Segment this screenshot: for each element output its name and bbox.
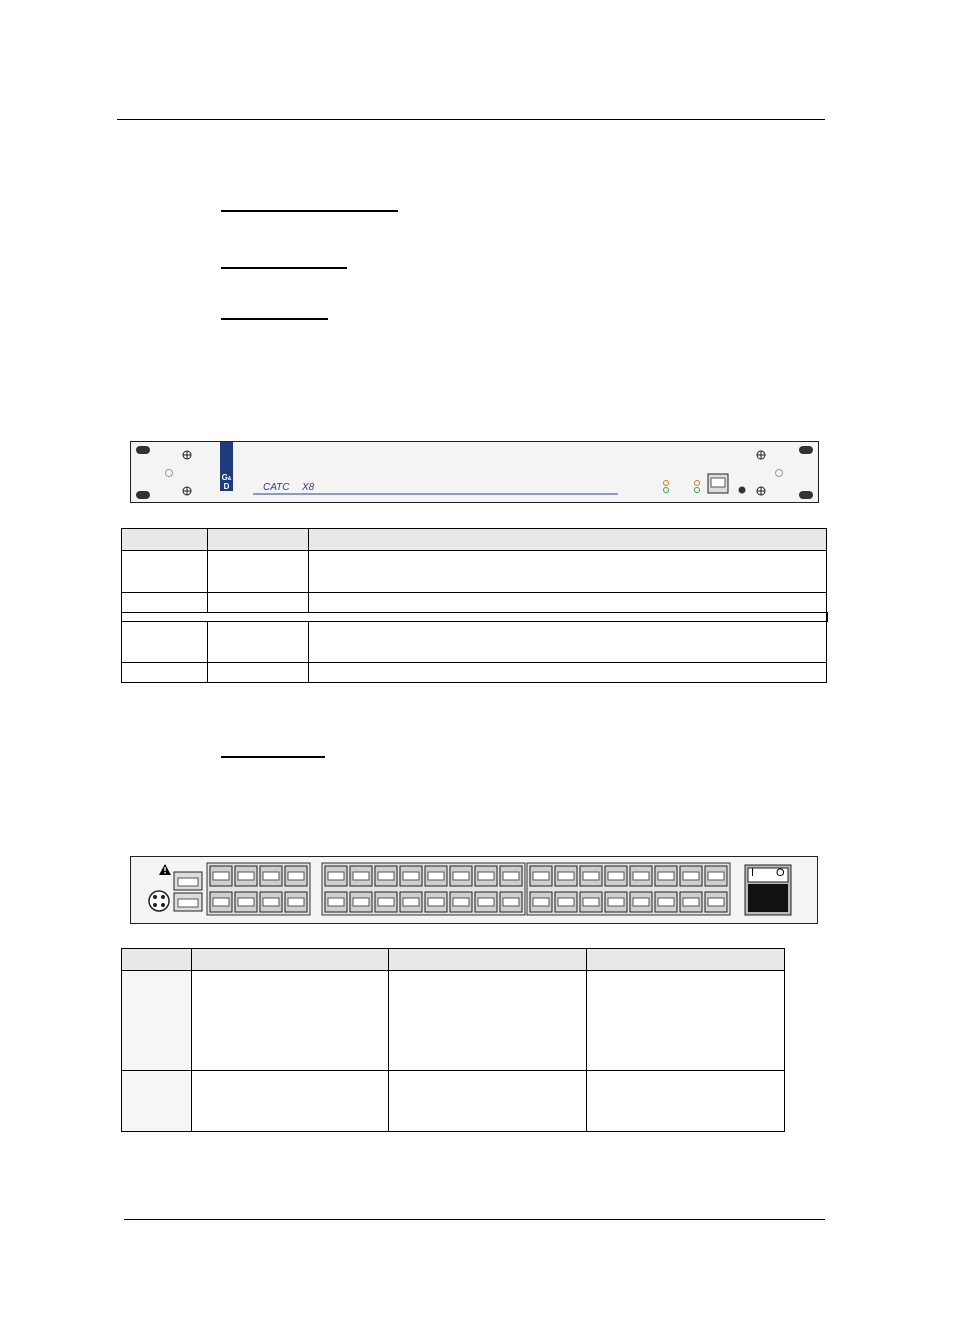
- rj45-port-socket: [328, 898, 344, 906]
- table-header-cell: [389, 949, 587, 971]
- rj45-port-socket: [428, 872, 444, 880]
- rj45-port-socket: [263, 898, 279, 906]
- table-cell: [122, 551, 208, 593]
- table-cell: [208, 593, 309, 613]
- model-name: CATC: [263, 482, 290, 493]
- table-cell: [208, 663, 309, 683]
- table-row: [122, 971, 785, 1071]
- rj45-port-socket: [503, 898, 519, 906]
- table-cell: [122, 622, 208, 663]
- rj45-port-socket: [558, 872, 574, 880]
- rj45-port-socket: [683, 872, 699, 880]
- table-header-cell: [122, 949, 192, 971]
- table-header-row: [122, 529, 827, 551]
- table-cell: [208, 622, 309, 663]
- rj45-port-socket: [213, 872, 229, 880]
- rj45-port-socket: [428, 898, 444, 906]
- rj45-port-socket: [658, 898, 674, 906]
- table-cell: [309, 551, 827, 593]
- rj45-port-socket: [533, 872, 549, 880]
- table-header-cell: [208, 529, 309, 551]
- rj45-port-socket: [213, 898, 229, 906]
- logo-letter-d: D: [223, 482, 230, 491]
- rj45-port-socket: [633, 898, 649, 906]
- rj45-port-socket: [263, 872, 279, 880]
- footer-rule: [124, 1219, 825, 1220]
- rj45-port-socket: [608, 898, 624, 906]
- table-header-cell: [587, 949, 785, 971]
- table-row: [122, 593, 827, 613]
- rj45-port-array: [207, 863, 730, 915]
- power-input-connector: [149, 891, 169, 911]
- warning-triangle-icon: [159, 864, 171, 875]
- table-cell: [389, 1071, 587, 1132]
- table-cell: [389, 971, 587, 1071]
- table-cell: [587, 1071, 785, 1132]
- subsection-heading-underline: [221, 318, 328, 320]
- rj45-port-socket: [533, 898, 549, 906]
- rj45-port-socket: [378, 872, 394, 880]
- section-heading-underline: [221, 210, 398, 212]
- table-cell: [122, 593, 208, 613]
- rj45-port-socket: [288, 898, 304, 906]
- table-separator-row: [122, 613, 827, 622]
- front-panel-drawing: [131, 442, 820, 504]
- rj45-port-socket: [558, 898, 574, 906]
- rj45-port-socket: [503, 872, 519, 880]
- brand-logo: [220, 474, 233, 491]
- table-header-cell: [122, 529, 208, 551]
- table-row: [122, 622, 827, 663]
- table-header-cell: [309, 529, 827, 551]
- logo-letter-g: G: [221, 473, 228, 482]
- rj45-port-socket: [353, 872, 369, 880]
- rj45-port-socket: [403, 872, 419, 880]
- rj45-port-socket: [608, 872, 624, 880]
- power-off-mark: O: [776, 867, 785, 879]
- table-header-cell: [192, 949, 389, 971]
- table-cell: [309, 593, 827, 613]
- rj45-port-socket: [403, 898, 419, 906]
- subsection-heading-underline: [221, 756, 325, 758]
- table-cell: [208, 551, 309, 593]
- rj45-port-socket: [708, 898, 724, 906]
- rear-panel-image: [130, 856, 818, 924]
- rear-panel-table: [121, 948, 785, 1132]
- table-cell: [122, 1071, 192, 1132]
- table-row: [122, 663, 827, 683]
- rj45-port-socket: [478, 898, 494, 906]
- rj45-port-socket: [683, 898, 699, 906]
- table-row: [122, 551, 827, 593]
- rj45-port-socket: [633, 872, 649, 880]
- table-cell: [309, 622, 827, 663]
- rj45-port-socket: [583, 898, 599, 906]
- rear-panel-drawing: [131, 857, 819, 925]
- table-cell: [192, 971, 389, 1071]
- rj45-port-socket: [708, 872, 724, 880]
- rj45-port-socket: [238, 898, 254, 906]
- rj45-port-socket: [328, 872, 344, 880]
- logo-ampersand: &: [227, 476, 232, 482]
- rj45-port-socket: [288, 872, 304, 880]
- rj45-port-socket: [453, 898, 469, 906]
- rj45-port-socket: [583, 872, 599, 880]
- rj45-port-socket: [378, 898, 394, 906]
- table-cell: [309, 663, 827, 683]
- rj45-port-socket: [658, 872, 674, 880]
- table-cell: [192, 1071, 389, 1132]
- model-variant: X8: [302, 482, 315, 493]
- front-panel-table: [121, 528, 828, 683]
- table-cell: [122, 971, 192, 1071]
- rj45-port-socket: [353, 898, 369, 906]
- front-panel-image: [130, 441, 819, 503]
- rj45-port-socket: [238, 872, 254, 880]
- subsection-heading-underline: [221, 267, 347, 269]
- rj45-port-socket: [478, 872, 494, 880]
- power-on-mark: I: [751, 867, 755, 879]
- header-rule: [117, 119, 825, 120]
- table-cell: [122, 613, 827, 622]
- rj45-port-socket: [453, 872, 469, 880]
- table-cell: [122, 663, 208, 683]
- table-header-row: [122, 949, 785, 971]
- table-cell: [587, 971, 785, 1071]
- table-row: [122, 1071, 785, 1132]
